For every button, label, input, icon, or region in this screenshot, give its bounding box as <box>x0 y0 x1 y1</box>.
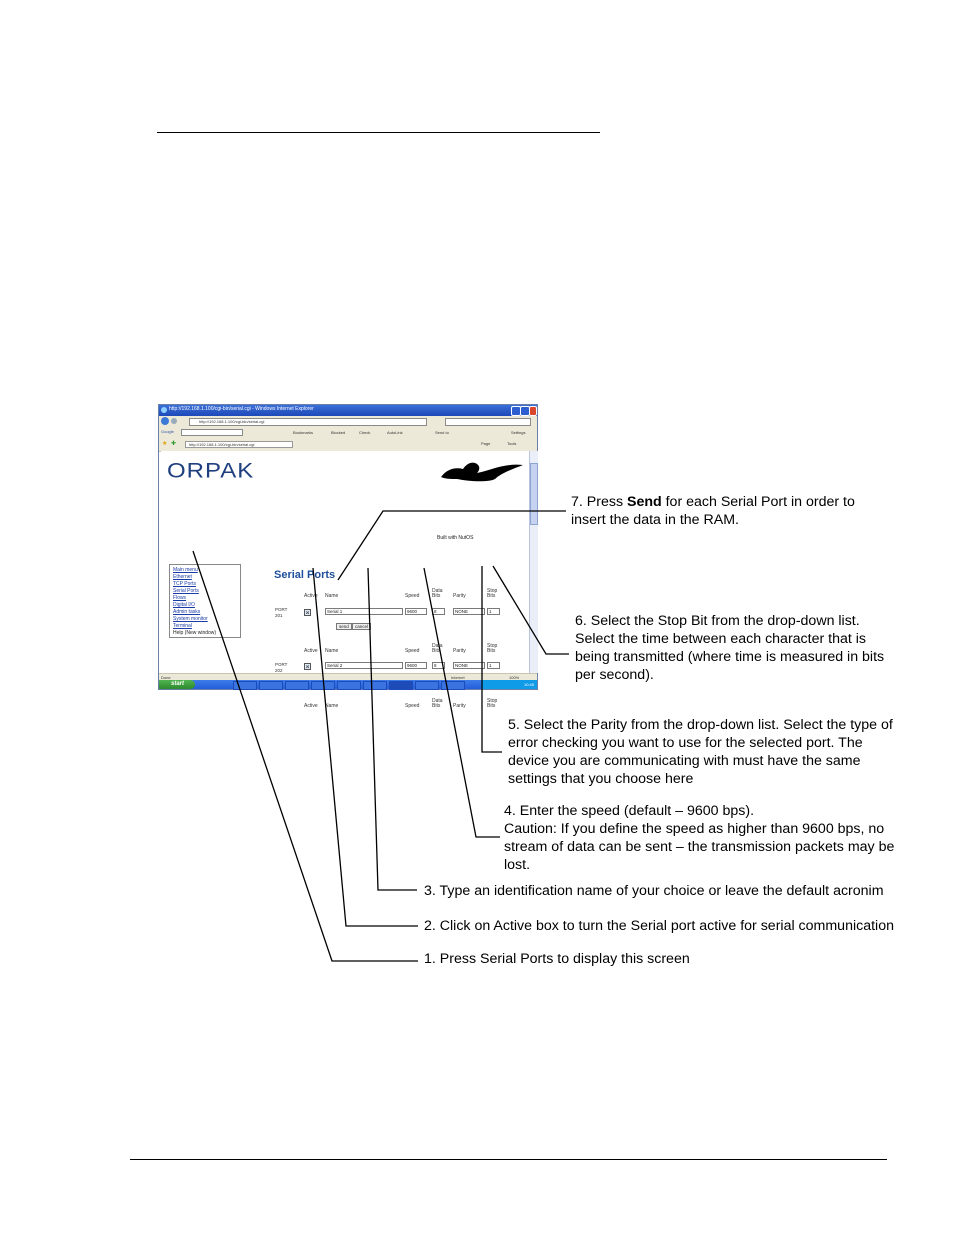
port-201-send-button[interactable]: send <box>336 623 352 630</box>
tools-menu[interactable]: Tools <box>507 441 517 446</box>
status-zoom[interactable]: 100% <box>509 675 520 680</box>
step7-note <box>571 493 855 529</box>
hdr-parity: Parity <box>453 593 466 599</box>
port-202-speed-input[interactable]: 9600 <box>405 662 427 669</box>
step4-line1: 4. Enter the speed (default – 9600 bps). <box>504 803 755 819</box>
favorites-star-icon[interactable]: ★ <box>162 441 168 447</box>
google-label: Google <box>161 429 174 434</box>
port-202-name-input[interactable]: Serial 2 <box>325 662 403 669</box>
hdr-stop-bits: Stop Bits <box>487 643 498 654</box>
menu-serial-ports[interactable]: Serial Ports <box>173 588 199 594</box>
hdr-name: Name <box>325 703 339 709</box>
serial-ports-title: Serial Ports <box>274 569 336 581</box>
port-202-label: PORT 202 <box>275 662 288 673</box>
step6-line1: 6. Select the Stop Bit from the drop-down list. <box>575 613 860 629</box>
hdr-speed: Speed <box>405 648 420 654</box>
step7-bold: Send <box>626 494 662 510</box>
toolbar-sendto[interactable]: Send to <box>435 430 449 435</box>
window-title: http://192.168.1.100/cgi-bin/serial.cgi - Windows Internet Explorer <box>169 406 314 412</box>
step5-line4: settings that you choose here <box>508 771 694 787</box>
hdr-speed: Speed <box>405 593 420 599</box>
leader-step4 <box>424 568 500 837</box>
port-202-active-checkbox[interactable]: ☒ <box>305 664 310 669</box>
built-with-label: Built with NutOS <box>437 535 474 541</box>
step6-line4: per second). <box>575 667 654 683</box>
step7-line2: insert the data in the RAM. <box>571 512 739 528</box>
hdr-name: Name <box>325 648 339 654</box>
step3-note: 3. Type an identification name of your choice or leave the default acronim <box>424 883 884 899</box>
step6-line3: being transmitted (where time is measured in bits <box>575 649 885 665</box>
status-text: Done <box>161 675 171 680</box>
toolbar-check[interactable]: Check <box>359 430 371 435</box>
menu-help[interactable]: Help (New window) <box>173 630 217 636</box>
toolbar-bookmarks[interactable]: Bookmarks <box>293 430 314 435</box>
step5-note <box>508 716 893 788</box>
port-201-data-bits-select[interactable]: 8 <box>432 608 445 615</box>
status-zone: Internet <box>451 675 465 680</box>
toolbar-blocked[interactable]: Blocked <box>331 430 346 435</box>
add-favorite-icon[interactable]: ✚ <box>171 441 177 447</box>
step4-note <box>504 802 894 874</box>
tab-url[interactable]: http://192.168.1.100/cgi-bin/serial.cgi <box>185 441 293 448</box>
menu-tcp-ports[interactable]: TCP Ports <box>173 581 196 587</box>
step7-suffix: for each Serial Port in order to <box>661 494 855 510</box>
port-201-stop-bits-select[interactable]: 1 <box>487 608 500 615</box>
menu-admin-tasks[interactable]: Admin tasks <box>173 609 201 615</box>
toolbar-settings[interactable]: Settings <box>511 430 526 435</box>
hdr-name: Name <box>325 593 339 599</box>
hdr-data-bits: Data Bits <box>432 698 443 709</box>
step5-line3: device you are communicating with must have the same <box>508 753 861 769</box>
port-201-name-input[interactable]: Serial 1 <box>325 608 403 615</box>
step1-note: 1. Press Serial Ports to display this screen <box>424 951 690 967</box>
port-201-cancel-button[interactable]: cancel <box>352 623 371 630</box>
port-201-label: PORT 201 <box>275 607 288 618</box>
hdr-active: Active <box>304 593 318 599</box>
step7-prefix: 7. Press <box>571 494 627 510</box>
port-201-speed-input[interactable]: 9600 <box>405 608 427 615</box>
hdr-stop-bits: Stop Bits <box>487 698 498 709</box>
step6-line2: Select the time between each character that is <box>575 631 867 647</box>
hdr-data-bits: Data Bits <box>432 588 443 599</box>
hdr-parity: Parity <box>453 648 466 654</box>
start-label: start <box>171 681 185 687</box>
hdr-speed: Speed <box>405 703 420 709</box>
leader-step1 <box>193 551 418 961</box>
step6-note <box>575 612 884 684</box>
menu-system-monitor[interactable]: System monitor <box>173 616 208 622</box>
port-201-active-checkbox[interactable]: ☒ <box>305 610 310 615</box>
step2-note: 2. Click on Active box to turn the Serial port active for serial communication <box>424 918 894 934</box>
address-text: http://192.168.1.100/cgi-bin/serial.cgi <box>199 419 265 424</box>
step5-line2: error checking you want to use for the selected port. The <box>508 735 863 751</box>
hdr-stop-bits: Stop Bits <box>487 588 498 599</box>
menu-flows[interactable]: Flows <box>173 595 187 601</box>
port-202-parity-select[interactable]: NONE <box>453 662 485 669</box>
step4-line3: stream of data can be sent – the transmission packets may be <box>504 839 895 855</box>
hdr-data-bits: Data Bits <box>432 643 443 654</box>
menu-main[interactable]: Main menu <box>173 567 198 573</box>
hdr-parity: Parity <box>453 703 466 709</box>
toolbar-autolink[interactable]: AutoLink <box>387 430 403 435</box>
menu-terminal[interactable]: Terminal <box>173 623 192 629</box>
menu-ethernet[interactable]: Ethernet <box>173 574 192 580</box>
hdr-active: Active <box>304 648 318 654</box>
leader-step3 <box>368 568 420 890</box>
port-201-parity-select[interactable]: NONE <box>453 608 485 615</box>
hdr-active: Active <box>304 703 318 709</box>
port-202-data-bits-select[interactable]: 8 <box>432 662 445 669</box>
step5-line1: 5. Select the Parity from the drop-down list. Select the type of <box>508 717 893 733</box>
bottom-rule <box>130 1159 887 1160</box>
leader-step7 <box>338 511 566 580</box>
port-202-stop-bits-select[interactable]: 1 <box>487 662 500 669</box>
leader-step5 <box>482 566 502 752</box>
menu-digital-io[interactable]: Digital I/O <box>173 602 195 608</box>
step4-line2: Caution: If you define the speed as higher than 9600 bps, no <box>504 821 885 837</box>
page-menu[interactable]: Page <box>481 441 491 446</box>
clock: 10:45 <box>523 682 534 687</box>
step4-line4: lost. <box>504 857 531 873</box>
orpak-logo: ORPAK <box>167 458 255 483</box>
leader-step2 <box>313 568 418 926</box>
leader-step6 <box>493 566 569 654</box>
